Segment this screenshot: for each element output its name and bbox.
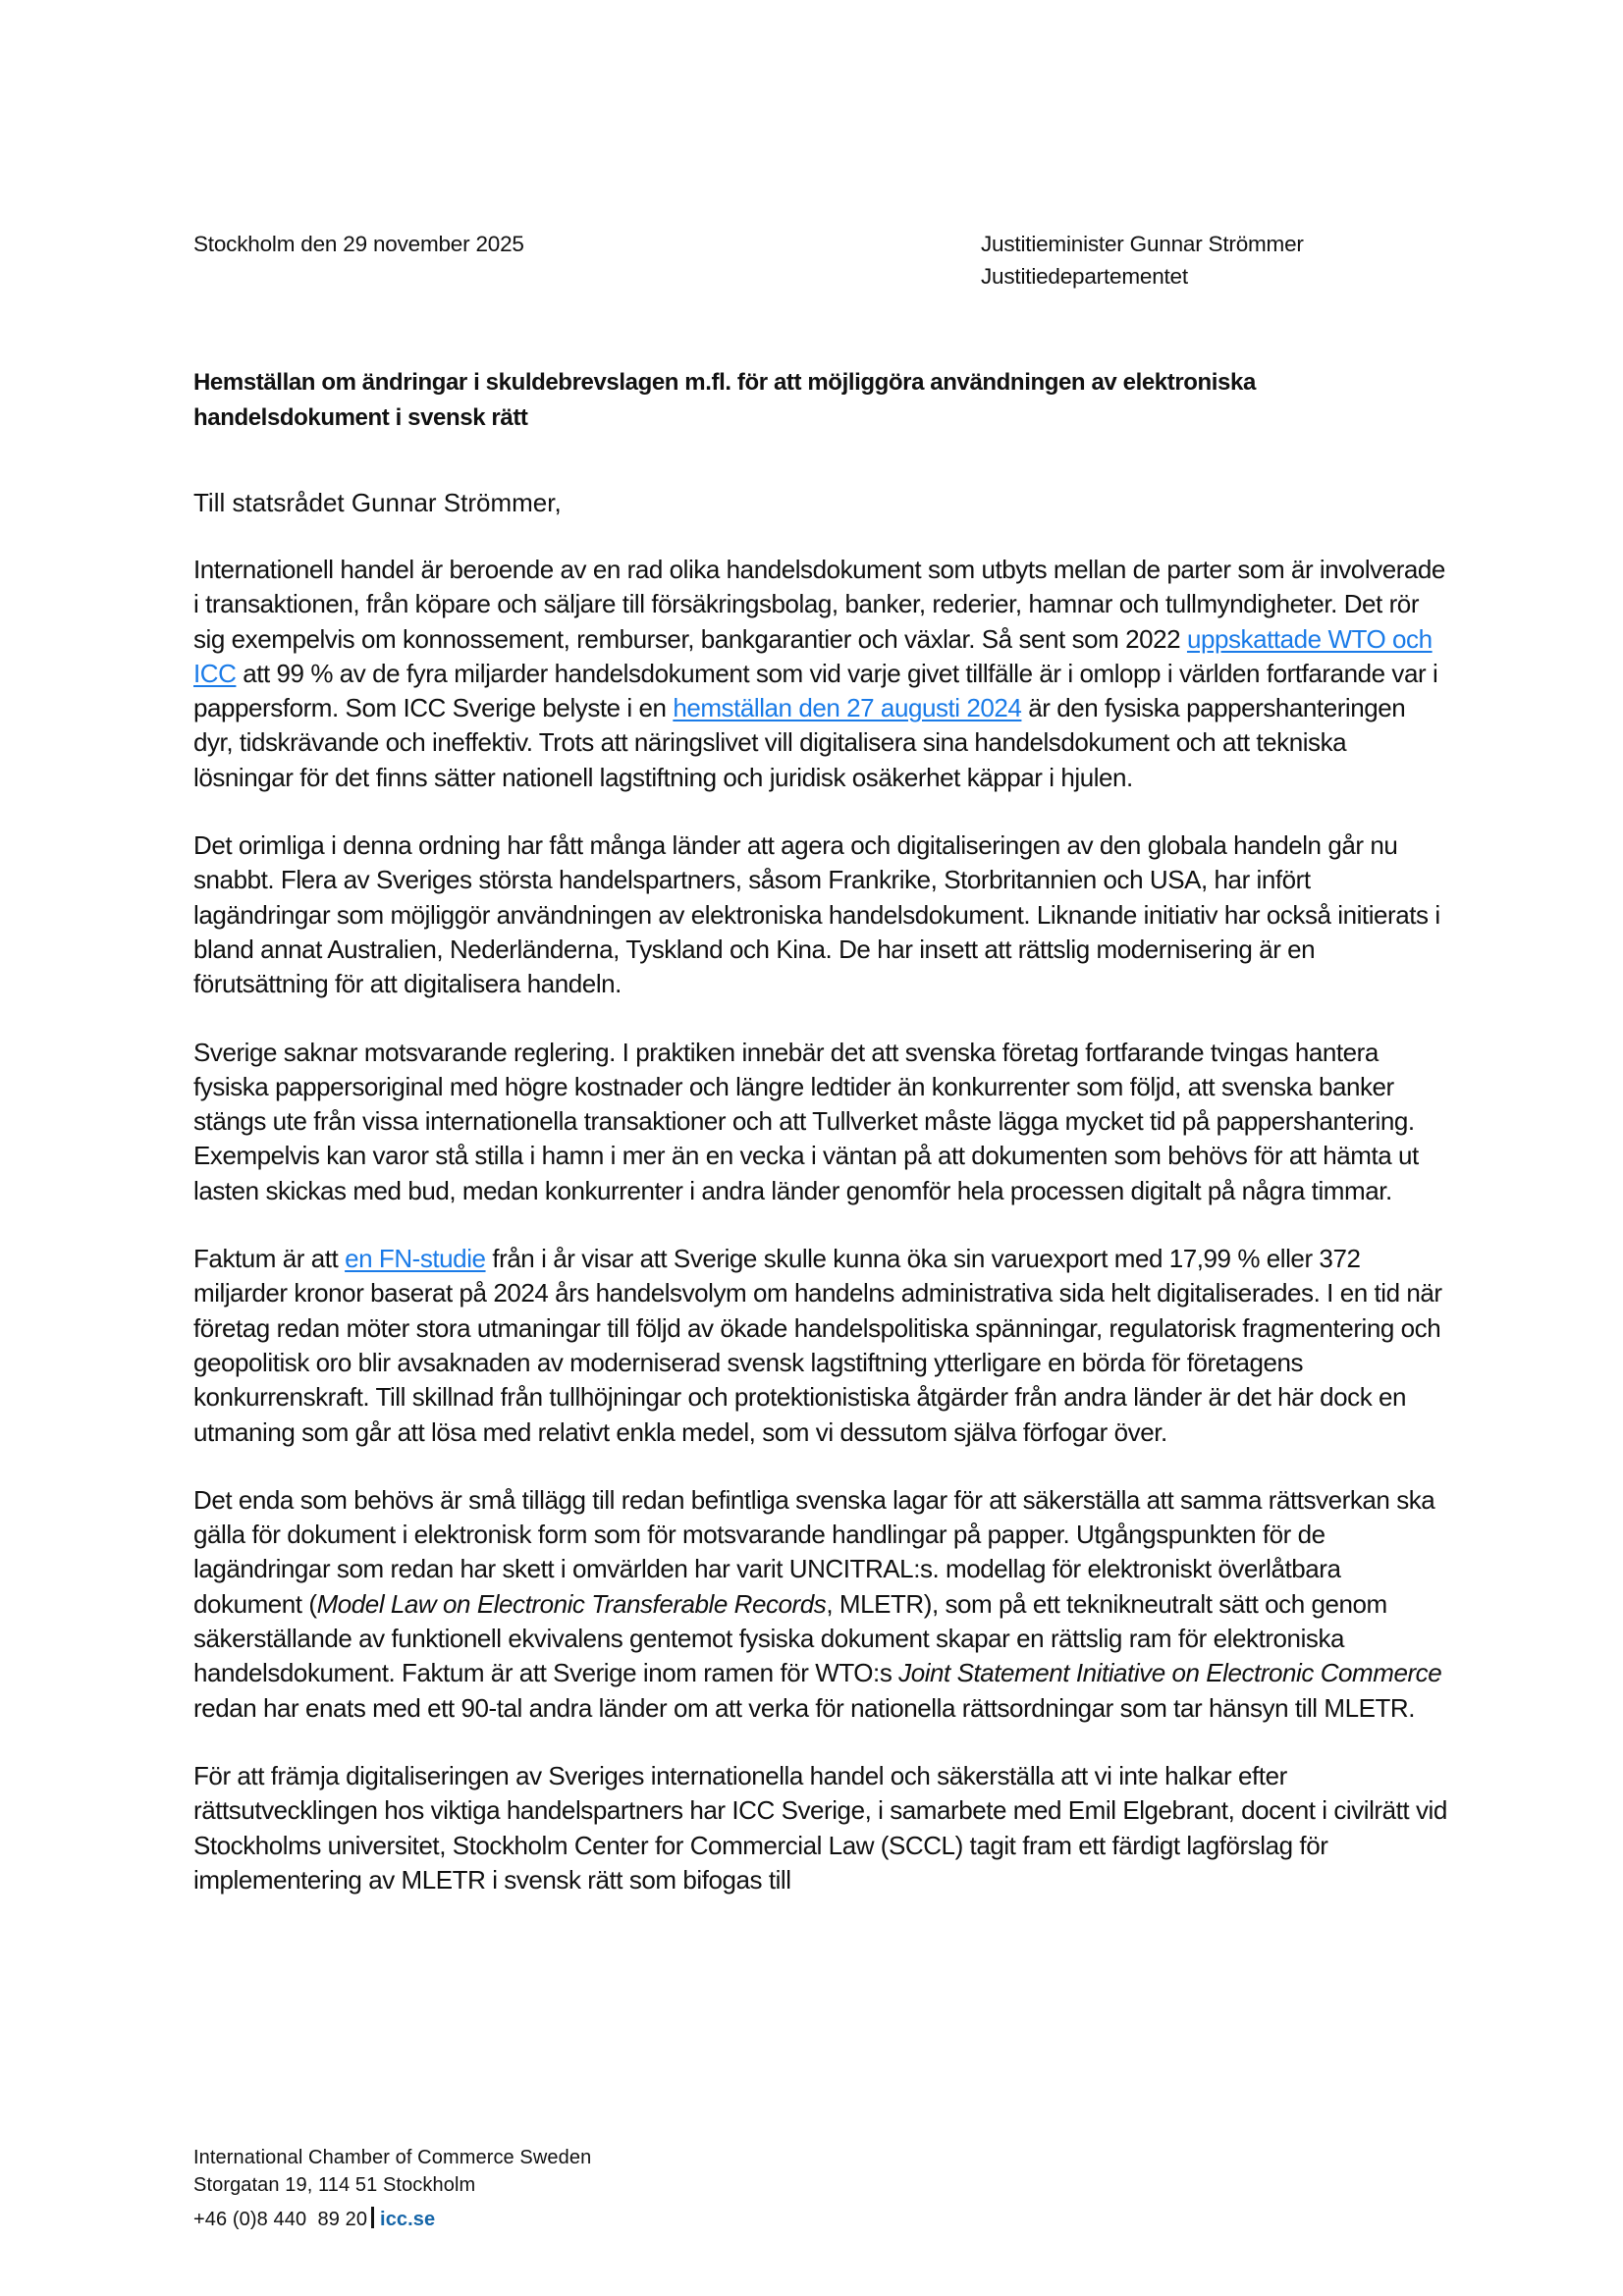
italic-term: Model Law on Electronic Transferable Records [316,1588,827,1619]
place-date: Stockholm den 29 november 2025 [193,232,524,256]
paragraph-2: Det orimliga i denna ordning har fått många länder att agera och digitaliseringen av den globala handeln går nu snabbt. Flera av Sveriges största handelspartners, såsom Frankrike, Storbritannien och USA, har infört lagändringar som möjliggör användningen av elektroniska handelsdokument. Liknande initiativ har också initierats i bland annat Australien, Nederländerna, Tyskland och Kina. De har insett att rättslig modernisering är en förutsättning för att digitalisera handeln. [193,830,1440,999]
italic-term: Joint Statement Initiative on Electronic Commerce [898,1658,1442,1688]
paragraph-6: För att främja digitaliseringen av Sveriges internationella handel och säkerställa att vi inte halkar efter rättsutvecklingen hos viktiga handelspartners har ICC Sverige, i samarbete med Emil Elgebrant, docent i civilrätt vid Stockholms universitet, Stockholm Center for Commercial Law (SCCL) tagit fram ett färdigt lagförslag för implementering av MLETR i svensk rätt som bifogas till [193,1760,1447,1895]
paragraph-5 [193,1483,1450,1726]
recipient-block [981,228,1304,293]
footer-address: Storgatan 19, 114 51 Stockholm [193,2174,476,2196]
link-wto-icc-estimate[interactable]: uppskattade WTO och ICC [193,623,1433,688]
paragraph-text: Det enda som behövs är små tillägg till redan befintliga svenska lagar för att säkerställa att samma rättsverkan ska gälla för dokument i elektronisk form som för motsvarande handlingar på papper. Utgångspunkten för de lagändringar som redan har skett i omvärlden har varit UNCITRAL:s. modellag för elektroniskt överlåtbara dokument ( [193,1484,1435,1619]
footer-org: International Chamber of Commerce Sweden [193,2147,592,2168]
paragraph-text: att 99 % av de fyra miljarder handelsdokument som vid varje givet tillfälle är i omlopp i världen fortfarande var i pappersform. Som ICC Sverige belyste i en [193,658,1438,723]
paragraph-text: , MLETR), som på ett teknikneutralt sätt och genom säkerställande av funktionell ekvivalens gentemot fysiska dokument skapar en rättslig ram för elektroniska handelsdokument. Faktum är att Sverige inom ramen för WTO:s [193,1588,1387,1688]
letter-title: Hemställan om ändringar i skuldebrevslagen m.fl. för att möjliggöra användningen av elektroniska handelsdokument i svensk rätt [193,369,1256,431]
link-fn-studie[interactable]: en FN-studie [345,1244,486,1274]
paragraph-4 [193,1242,1450,1450]
link-hemstallan-2024[interactable]: hemställan den 27 augusti 2024 [673,693,1022,723]
footer-phone: +46 (0)8 440 89 20 [193,2209,368,2230]
paragraph-1 [193,553,1450,795]
paragraph-text: är den fysiska pappershanteringen dyr, tidskrävande och ineffektiv. Trots att näringslivet vill digitalisera sina handelsdokument och att tekniska lösningar för det finns sätter nationell lagstiftning och juridisk osäkerhet käppar i hjulen. [193,693,1406,792]
paragraph-text: redan har enats med ett 90-tal andra länder om att verka för nationella rättsordningar som tar hänsyn till MLETR. [193,1692,1416,1723]
paragraph-text: Faktum är att [193,1244,346,1274]
footer [193,2144,591,2233]
paragraph-text: från i år visar att Sverige skulle kunna öka sin varuexport med 17,99 % eller 372 miljarder kronor baserat på 2024 års handelsvolym om handelns administrativa sida helt digitaliserades. I en tid när företag redan möter stora utmaningar till följd av ökade handelspolitiska spänningar, regulatorisk fragmentering och geopolitisk oro blir avsaknaden av moderniserad svensk lagstiftning ytterligare en börda för företagens konkurrenskraft. Till skillnad från tullhöjningar och protektionistiska åtgärder från andra länder är det här dock en utmaning som går att lösa med relativt enkla medel, som vi dessutom själva förfogar över. [193,1244,1442,1447]
footer-website-link[interactable]: icc.se [380,2209,436,2230]
footer-separator [371,2207,374,2228]
salutation: Till statsrådet Gunnar Strömmer, [193,488,562,517]
footer-contact [193,2206,591,2233]
paragraph-3: Sverige saknar motsvarande reglering. I praktiken innebär det att svenska företag fortfarande tvingas hantera fysiska pappersoriginal med högre kostnader och längre ledtider än konkurrenter som följd, att svenska banker stängs ute från vissa internationella transaktioner och att Tullverket måste lägga mycket tid på pappershantering. Exempelvis kan varor stå stilla i hamn i mer än en vecka i väntan på att dokumenten som behövs för att hämta ut lasten skickas med bud, medan konkurrenter i andra länder genomför hela processen digitalt på några timmar. [193,1037,1419,1205]
recipient-department: Justitiedepartementet [981,264,1188,289]
paragraph-text: Internationell handel är beroende av en rad olika handelsdokument som utbyts mellan de parter som är involverade i transaktionen, från köpare och säljare till försäkringsbolag, banker, rederier, hamnar och tullmyndigheter. Det rör sig exempelvis om konnossement, remburser, bankgarantier och växlar. Så sent som 2022 [193,555,1445,654]
letter-body [193,553,1450,1931]
recipient-name: Justitieminister Gunnar Strömmer [981,232,1304,256]
